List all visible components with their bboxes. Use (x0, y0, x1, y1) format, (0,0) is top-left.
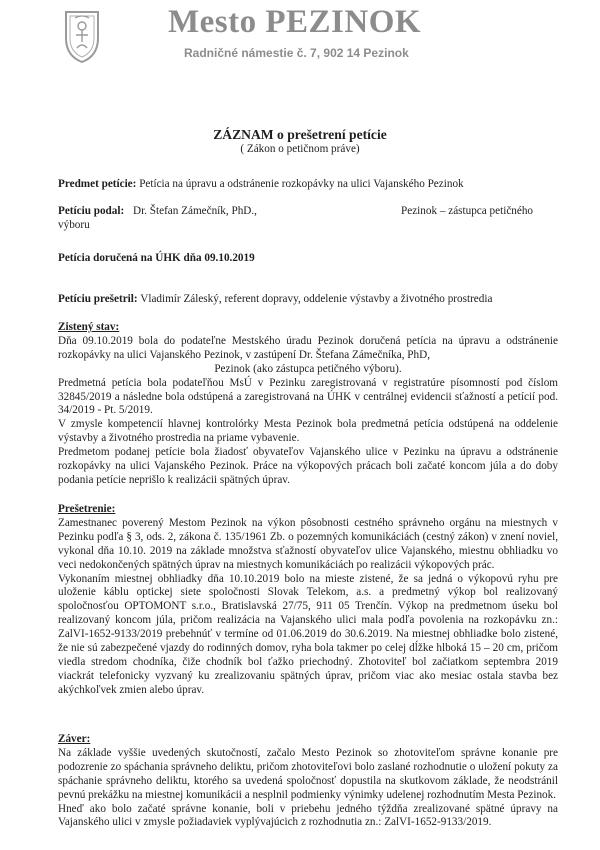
investigation-section (58, 503, 558, 698)
town-address: Radničné námestie č. 7, 902 14 Pezinok (184, 46, 409, 60)
investigation-paragraph: Zamestnanec poverený Mestom Pezinok na výkon pôsobnosti cestného správneho orgánu na miestnych v Pezinku podľa § 3, ods. 2, zákona č. 135/1961 Zb. o pozemných komunikáciách (cestný zákon) v znení noviel, vykonal dňa 10.10. 2019 na základe množstva sťažností obyvateľov ulice Vajanského, miestnu obhliadku vo veci nedokončených spätných úprav na miestnych komunikáciách po realizácii výkopových prác. (58, 516, 558, 571)
submitter-role: Pezinok – zástupca petičného (401, 205, 534, 217)
findings-paragraph: Pezinok (ako zástupca petičného výboru). (214, 362, 402, 375)
investigation-heading: Prešetrenie: (58, 503, 116, 515)
findings-paragraph: Predmetná petícia bola podateľňou MsÚ v Pezinku zaregistrovaná v registratúre písomností pod číslom 32845/2019 a následne bola odstúpená a zaregistrovaná na ÚHK v centrálnej evidencii sťažností a petícií pod. 34/2019 - Pt. 5/2019. (58, 376, 558, 417)
investigation-paragraph: Vykonaním miestnej obhliadky dňa 10.10.2019 bolo na mieste zistené, že sa jedná o výkopovú ryhu pre uloženie káblu optickej siete spoločnosti Slovak Telekom, a.s. a predmetný výkop bol realizovaný spoločnosťou OPTOMONT s.r.o., Bratislavská 27/75, 911 05 Trenčín. Výkop na predmetnom úseku bol realizovaný koncom júla, pričom realizácia na Vajanského ulici mala podľa povolenia na rozkopávku zn.: ZalVI-1652-9133/2019 prebehnúť v termíne od 01.06.2019 do 30.6.2019. Na miestnej obhliadke bolo zistené, že nie sú zabezpečené vjazdy do rodinných domov, ryha bola takmer po celej dĺžke hlboká 15 – 20 cm, pričom viedla stredom chodníka, čiže chodník bol ťažko priechodný. Zhotoviteľ bol začiatkom septembra 2019 viackrát telefonicky vyzvaný ku zrealizovaniu spätných úprav, pričom viac ako mesiac ostala stavba bez akýchkoľvek zmien alebo úprav. (58, 572, 558, 696)
findings-heading: Zistený stav: (58, 321, 120, 333)
findings-paragraph: Predmetom podanej petície bola žiadosť obyvateľov Vajanského ulice v Pezinku na úpravu a odstránenie rozkopávky na ulici Vajanského Pezinok. Práce na výkopových prácach boli začaté koncom júla a do doby podania petície neprišlo k realizácii spätných úprav. (58, 446, 558, 486)
coat-of-arms-icon (63, 8, 101, 64)
findings-paragraph: V zmysle kompetencií hlavnej kontrolórky Mesta Pezinok bola predmetná petícia odstúpená na oddelenie výstavby a životného prostredia na priame vybavenie. (58, 418, 558, 445)
delivered-date: Petícia doručená na ÚHK dňa 09.10.2019 (58, 252, 255, 264)
subject-label: Predmet petície: (58, 178, 137, 190)
town-name: Mesto PEZINOK (168, 4, 422, 40)
conclusion-paragraph: Na základe vyššie uvedených skutočností, začalo Mesto Pezinok so zhotoviteľom správne konanie pre podozrenie zo spáchania správneho deliktu, pričom zhotoviteľovi bolo zaslané rozhodnutie o uložení pokuty za spáchanie správneho deliktu, ktorého sa uvedená spoločnosť dopustila na skutkovom základe, že neodstránil pevnú prekážku na miestnej komunikácii a nesplnil podmienky výnimky udelenej rozhodnutím Mesta Pezinok. (58, 746, 558, 801)
investigator-value: Vladimír Záleský, referent dopravy, oddelenie výstavby a životného prostredia (140, 293, 493, 305)
conclusion-paragraph: Hneď ako bolo začaté správne konanie, boli v priebehu jedného týždňa zrealizované spätné úpravy na Vajanského ulici v zmysle požiadaviek vyplývajúcich z rozhodnutia zn.: ZalVI-1652-9133/2019. (58, 802, 558, 829)
submitter-role-cont: výboru (58, 219, 90, 231)
subject-value: Petícia na úpravu a odstránenie rozkopávky na ulici Vajanského Pezinok (139, 178, 464, 190)
investigator-line (58, 292, 492, 307)
document-subtitle: ( Zákon o petičnom práve) (240, 143, 360, 155)
subject-line (58, 177, 464, 192)
conclusion-section (58, 733, 558, 830)
submitter-name: Dr. Štefan Zámečník, PhD., (133, 205, 257, 217)
conclusion-heading: Záver: (58, 733, 91, 745)
submitter-label: Petíciu podal: (58, 205, 125, 217)
document-title: ZÁZNAM o prešetrení petície (213, 127, 387, 142)
findings-paragraph: Dňa 09.10.2019 bola do podateľne Mestského úradu Pezinok doručená petícia na úpravu a odstránenie rozkopávky na ulici Vajanského Pezinok, v zastúpení Dr. Štefana Zámečníka, PhD, (58, 334, 558, 361)
findings-section (58, 321, 558, 488)
investigator-label: Petíciu prešetril: (58, 293, 138, 305)
submitter-line (58, 204, 257, 219)
